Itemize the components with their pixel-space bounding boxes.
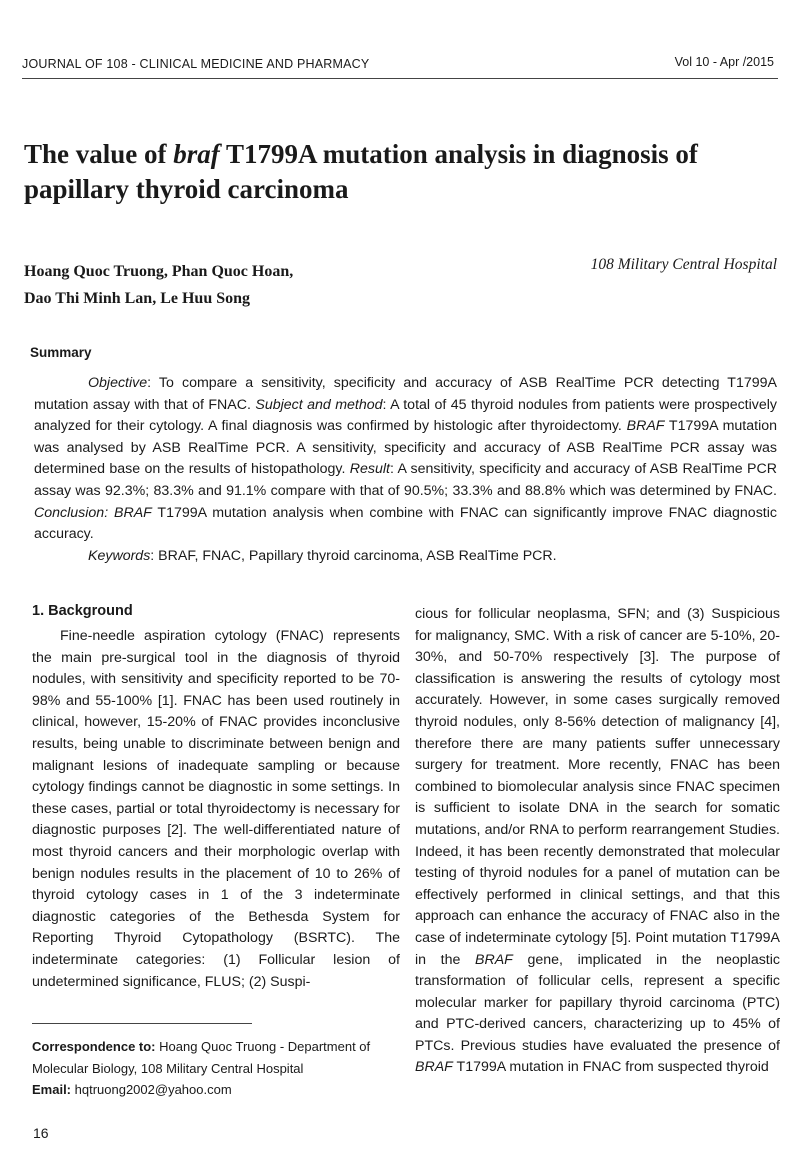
summary-heading: Summary bbox=[30, 345, 92, 360]
footnote-rule bbox=[32, 1023, 252, 1024]
title-gene: braf bbox=[173, 139, 220, 169]
volume-info: Vol 10 - Apr /2015 bbox=[674, 55, 774, 69]
title-part2: T1799A mutation analysis in diagnosis of papillary thyroid carcinoma bbox=[24, 139, 698, 204]
right-column bbox=[415, 604, 780, 1079]
correspondence-text: Hoang Quoc Truong - Department of Molecular Biology, 108 Military Central Hospital bbox=[32, 1039, 371, 1076]
email-label: Email: bbox=[32, 1082, 72, 1097]
result-text: : A sensitivity, specificity and accuracy of ASB RealTime PCR assay was 92.3%; 83.3% and 91.1% compare with that of 90.5%; 33.3% and 88.8% which was determined by FNAC. bbox=[34, 461, 777, 499]
correspondence-label: Correspondence to: bbox=[32, 1039, 156, 1054]
correspondence-line bbox=[32, 1036, 402, 1079]
title-part1: The value of bbox=[24, 139, 174, 169]
method-text: : A total of 45 thyroid nodules from patients were prospectively analyzed for their cytology. A final diagnosis was confirmed by histologic after thyroidectomy. bbox=[34, 396, 778, 435]
author-list bbox=[24, 258, 293, 312]
background-paragraph-left: Fine-needle aspiration cytology (FNAC) represents the main pre-surgical tool in the diagnosis of thyroid nodules, with sensitivity and specificity reported to be 70-98% and 55-100% [1]. FNAC has been used routinely in clinical, however, 15-20% of FNAC provides inconclusive results, being unable to discriminate between benign and malignant lesions of inadequate sampling or because cytology findings cannot be diagnostic in some settings. In these cases, partial or total thyroidectomy is necessary for diagnostic purposes [2]. The well-differentiated nature of most thyroid cancers and their morphologic overlap with benign nodules results in the placement of 10 to 26% of thyroid cytology cases in 1 of the 3 indeterminate diagnostic categories of the Bethesda System for Reporting Thyroid Cytopathology (BSRTC). The indeterminate categories: (1) Follicular lesion of undetermined significance, FLUS; (2) Suspi- bbox=[32, 628, 400, 990]
page-number: 16 bbox=[33, 1125, 49, 1141]
email-address[interactable]: hqtruong2002@yahoo.com bbox=[71, 1082, 232, 1097]
paper-title bbox=[24, 137, 784, 207]
keywords bbox=[34, 546, 777, 568]
left-column bbox=[32, 626, 400, 993]
objective-label: Objective bbox=[88, 375, 148, 391]
braf-term: BRAF bbox=[626, 418, 665, 435]
method-text-2: T1799A mutation was analysed by ASB RealTime PCR. A sensitivity, specificity and accuracy of ASB RealTime PCR assay was determined base on the results of histopathology. bbox=[34, 418, 777, 478]
author-line-2: Dao Thi Minh Lan, Le Huu Song bbox=[24, 290, 251, 307]
author-line-1: Hoang Quoc Truong, Phan Quoc Hoan, bbox=[24, 263, 294, 280]
right-text-3: T1799A mutation in FNAC from suspected thyroid bbox=[452, 1059, 769, 1076]
objective-text: : To compare a sensitivity, specificity and accuracy of ASB RealTime PCR detecting T1799A mutation assay with that of FNAC. bbox=[34, 375, 777, 413]
background-paragraph-right bbox=[415, 604, 780, 1079]
summary-body bbox=[34, 373, 777, 567]
keywords-label: Keywords bbox=[88, 547, 151, 564]
result-label: Result bbox=[349, 461, 390, 478]
conclusion-text: T1799A mutation analysis when combine with FNAC can significantly improve FNAC diagnostic accuracy. bbox=[34, 504, 777, 543]
affiliation: 108 Military Central Hospital bbox=[590, 256, 777, 273]
keywords-text: : BRAF, FNAC, Papillary thyroid carcinoma, ASB RealTime PCR. bbox=[150, 547, 557, 564]
email-line bbox=[32, 1079, 402, 1101]
braf-term: BRAF bbox=[415, 1059, 453, 1076]
right-text-1: cious for follicular neoplasma, SFN; and (3) Suspicious for malignancy, SMC. With a risk of cancer are 5-10%, 20-30%, and 50-70% respectively [3]. The purpose of classification is answering the results of cytology most accurately. However, in some cases surgically removed thyroid nodules, only 8-56% detection of malignancy [4], therefore there are many patients suffer unnecessary surgery for treatment. More recently, FNAC has been combined to biomolecular analysis since FNAC specimen is sufficient to isolate DNA in the search for somatic mutations, and/or RNA to perform rearrangement Studies. Indeed, it has been recently demonstrated that molecular testing of thyroid nodules for a panel of mutation can be effectively performed in clinical settings, and that this approach can enhance the accuracy of FNAC also in the case of indeterminate cytology [5]. Point mutation T1799A in the bbox=[415, 606, 780, 968]
conclusion-label: Conclusion: BRAF bbox=[34, 504, 152, 521]
braf-term: BRAF bbox=[475, 951, 513, 968]
header-rule bbox=[22, 78, 778, 79]
summary-abstract bbox=[34, 373, 777, 546]
background-heading: 1. Background bbox=[32, 603, 133, 619]
journal-header: JOURNAL OF 108 - CLINICAL MEDICINE AND PHARMACY bbox=[22, 57, 370, 71]
method-label: Subject and method bbox=[255, 396, 383, 413]
right-text-2: gene, implicated in the neoplastic transformation of follicular cells, represent a specific molecular marker for papillary thyroid carcinoma (PTC) and PTC-derived cancers, characterizing up to 45% of PTCs. Previous studies have evaluated the presence of bbox=[415, 951, 780, 1054]
correspondence-footnote bbox=[32, 1036, 402, 1101]
